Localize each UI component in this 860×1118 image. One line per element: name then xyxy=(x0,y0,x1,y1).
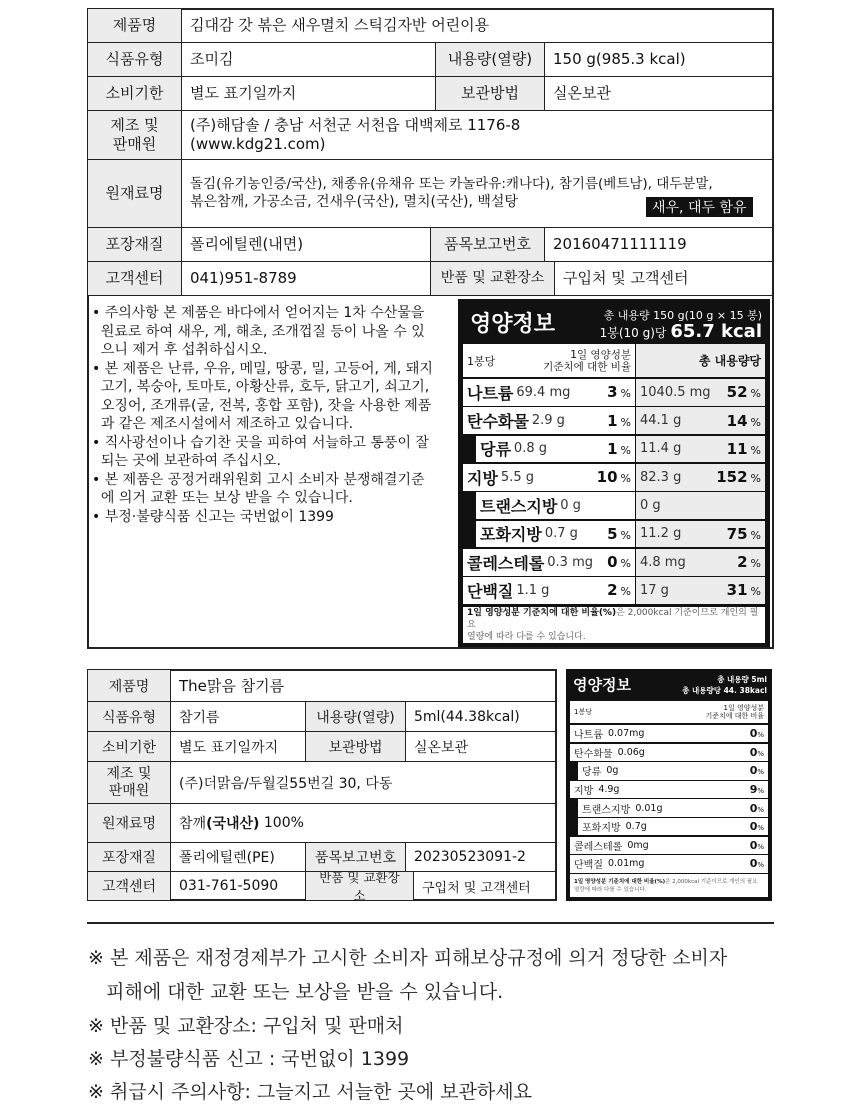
pct-value: 5 xyxy=(607,524,618,543)
p2-type-label: 식품유형 xyxy=(87,701,171,732)
pct-unit: % xyxy=(620,557,631,571)
nutrition2-header xyxy=(570,701,768,723)
footnote-line2: 열량에 따라 다를 수 있습니다. xyxy=(467,632,586,642)
p2-name-label: 제품명 xyxy=(87,669,171,702)
pct-unit: % xyxy=(620,472,631,486)
nutrition2-row xyxy=(578,762,768,779)
pct-value: 0 xyxy=(749,727,758,741)
nutrition-row-serving xyxy=(463,464,635,491)
p2-maker-value: (주)더맑음/두월길55번길 30, 다동 xyxy=(170,761,557,804)
pct-value: 0 xyxy=(607,553,618,572)
p1-return-value: 구입처 및 고객센터 xyxy=(554,261,774,296)
pct-unit: % xyxy=(750,387,761,401)
warning-line: 으니 제거 후 섭취하십시오. xyxy=(92,342,268,358)
nutrient-name: 지방 xyxy=(467,468,498,488)
warning-line: 원료로 하여 새우, 게, 해초, 조개껍질 등이 나올 수 있 xyxy=(92,323,425,340)
pct-unit: % xyxy=(620,387,631,401)
pct-value: 14 xyxy=(726,411,748,430)
col-serving: 1봉당 xyxy=(467,354,496,368)
nutrition-footnote xyxy=(463,607,765,643)
nutrient-amount: 0.7 g xyxy=(544,526,578,542)
p1-expiry-value: 별도 표기일까지 xyxy=(181,76,436,111)
p1-report-value: 20160471111119 xyxy=(544,227,774,262)
p2-expiry-label: 소비기한 xyxy=(87,731,171,762)
n2-col-daily-1: 1일 영양성분 xyxy=(723,704,764,712)
pct-unit: % xyxy=(620,415,631,429)
nutrient-daily-pct xyxy=(750,802,764,815)
p2-ingredients-value xyxy=(170,803,557,843)
serving-kcal: 65.7 kcal xyxy=(670,321,762,342)
nutrient-name: 당류 xyxy=(582,767,602,779)
p1-cs-label: 고객센터 xyxy=(87,261,182,296)
p1-cs-value: 041)951-8789 xyxy=(181,261,431,296)
pct-value: 31 xyxy=(726,581,748,600)
nutrient-name: 트랜스지방 xyxy=(582,804,631,816)
p1-volume-label: 내용량(열량) xyxy=(435,42,545,77)
nutrition-row-total xyxy=(636,521,765,548)
p2-maker-label-1: 제조 및 xyxy=(106,765,152,782)
p2-expiry-value: 별도 표기일까지 xyxy=(170,731,306,762)
nutrient-daily-pct xyxy=(607,581,631,599)
p1-ingredients-line1: 돌김(유기농인증/국산), 채종유(유채유 또는 카놀라유:캐나다), 참기름(베트남), 대두분말, xyxy=(190,175,713,192)
nutrition-total-amount: 총 내용량 150 g(10 g × 15 봉) xyxy=(603,309,762,322)
warning-line: • 부정·불량식품 신고는 국번없이 1399 xyxy=(92,508,334,525)
nutrient-amount: 1.1 g xyxy=(516,582,550,598)
col-daily xyxy=(543,349,631,373)
nutrient-total-amount: 44.1 g xyxy=(640,413,682,429)
pct-value: 75 xyxy=(726,524,748,543)
p1-maker-label-2: 판매원 xyxy=(112,135,157,153)
nutrient-total-amount: 1040.5 mg xyxy=(640,384,711,400)
p2-maker-label-2: 판매원 xyxy=(108,782,150,799)
nutrition-row-total xyxy=(636,549,765,576)
pct-unit: % xyxy=(757,824,764,833)
n2-footnote-bold: 1일 영양성분 기준치에 대한 비율(%) xyxy=(574,878,666,885)
pct-unit: % xyxy=(757,805,764,814)
nutrient-daily-pct xyxy=(750,857,764,870)
nutrition2-row xyxy=(578,818,768,835)
warning-line: 에 의거 교환 또는 보상 받을 수 있습니다. xyxy=(92,490,353,506)
p1-allergen-badge: 새우, 대두 함유 xyxy=(646,197,753,217)
p1-maker-line1: (주)해담솔 / 충남 서천군 서천읍 대백제로 1176-8 xyxy=(190,115,521,134)
pct-value: 0 xyxy=(749,838,758,852)
nutrient-daily-pct xyxy=(607,525,631,543)
nutrient-daily-pct xyxy=(750,783,764,796)
nutrient-name: 지방 xyxy=(574,785,594,797)
n2-footnote-rest: 은 2,000kcal 기준이므로 개인의 필요 xyxy=(665,878,758,885)
pct-value: 0 xyxy=(749,820,758,834)
p2-ingredient-origin: (국내산) xyxy=(206,816,260,832)
pct-unit: % xyxy=(757,749,764,758)
pct-value: 2 xyxy=(607,581,618,600)
nutrient-name: 포화지방 xyxy=(582,823,621,835)
nutrition-row-serving xyxy=(476,436,635,463)
nutrient-name: 포화지방 xyxy=(480,525,542,545)
pct-unit: % xyxy=(757,786,764,795)
nutrient-total-amount: 0 g xyxy=(640,498,661,514)
warning-line: 오징어, 조개류(굴, 전복, 홍합 포함), 잣을 사용한 제품 xyxy=(92,397,432,414)
notice-line: ※ 취급시 주의사항: 그늘지고 서늘한 곳에 보관하세요 xyxy=(88,1081,532,1103)
nutrient-daily-pct xyxy=(607,440,631,458)
nutrition2-row xyxy=(570,837,768,854)
nutrition-row-total xyxy=(636,407,765,434)
p1-ingredients-label: 원재료명 xyxy=(87,159,182,228)
pct-unit: % xyxy=(750,415,761,429)
p2-maker-label xyxy=(87,761,171,804)
p1-storage-value: 실온보관 xyxy=(544,76,774,111)
p2-ingredients-label: 원재료명 xyxy=(87,803,171,843)
nutrient-amount: 0.8 g xyxy=(513,441,547,457)
warning-line: 되는 곳에 보관하여 주십시오. xyxy=(92,453,281,469)
nutrition-serving-kcal xyxy=(600,321,762,342)
nutrient-daily-pct xyxy=(607,383,631,401)
p2-report-label: 품목보고번호 xyxy=(305,842,406,872)
pct-value: 3 xyxy=(607,383,618,402)
pct-value: 0 xyxy=(749,745,758,759)
nutrition-row-serving xyxy=(476,492,635,519)
nutrient-amount: 2.9 g xyxy=(531,413,565,429)
p2-volume-label: 내용량(열량) xyxy=(305,701,406,732)
nutrient-total-pct xyxy=(727,412,761,430)
nutrient-amount: 0.01mg xyxy=(607,858,645,870)
p2-cs-value: 031-761-5090 xyxy=(170,871,306,901)
pct-value: 1 xyxy=(607,411,618,430)
nutrient-total-amount: 82.3 g xyxy=(640,469,682,485)
nutrient-daily-pct xyxy=(750,764,764,777)
pct-unit: % xyxy=(757,842,764,851)
nutrient-total-amount: 4.8 mg xyxy=(640,554,686,570)
section-divider xyxy=(87,922,774,924)
nutrient-daily-pct xyxy=(607,412,631,430)
pct-value: 52 xyxy=(726,383,748,402)
p2-return-label: 반품 및 교환장소 xyxy=(305,871,414,901)
n2-col-serving: 1봉당 xyxy=(574,708,592,716)
p1-ingredients-line2: 볶은참깨, 가공소금, 건새우(국산), 멸치(국산), 백설탕 xyxy=(190,194,518,211)
p1-maker-value xyxy=(181,110,774,160)
nutrient-amount: 0 g xyxy=(560,498,581,514)
p1-packaging-value: 폴리에틸렌(내면) xyxy=(181,227,431,262)
nutrient-name: 탄수화물 xyxy=(467,412,529,432)
nutrient-total-amount: 11.2 g xyxy=(640,526,682,542)
n2-col-daily xyxy=(705,704,764,720)
pct-value: 2 xyxy=(737,553,748,572)
nutrient-total-pct xyxy=(716,468,761,486)
nutrition2-row xyxy=(570,725,768,742)
pct-value: 11 xyxy=(726,439,748,458)
nutrition2-footnote xyxy=(570,874,768,897)
nutrition2-row xyxy=(570,781,768,798)
p2-type-value: 참기름 xyxy=(170,701,306,732)
nutrition-row-total xyxy=(636,436,765,463)
pct-unit: % xyxy=(750,585,761,599)
nutrition-row-serving xyxy=(463,379,635,406)
nutrient-amount: 0.06g xyxy=(617,746,645,758)
p2-cs-label: 고객센터 xyxy=(87,871,171,901)
p1-ingredients-value xyxy=(181,159,774,228)
nutrient-daily-pct xyxy=(750,839,764,852)
p2-report-value: 20230523091-2 xyxy=(405,842,557,872)
p1-packaging-label: 포장재질 xyxy=(87,227,182,262)
nutrient-total-pct xyxy=(727,440,761,458)
col-daily-1: 1일 영양성분 xyxy=(570,348,631,361)
n2-footnote-line2: 열량에 따라 다를 수 있습니다. xyxy=(574,886,647,893)
p2-storage-value: 실온보관 xyxy=(405,731,557,762)
pct-value: 1 xyxy=(607,439,618,458)
p1-name-value: 김대감 갓 볶은 새우멸치 스틱김자반 어린이용 xyxy=(181,8,774,43)
p2-packaging-label: 포장재질 xyxy=(87,842,171,872)
nutrition-row-total xyxy=(636,464,765,491)
pct-unit: % xyxy=(750,557,761,571)
p1-maker-label-1: 제조 및 xyxy=(110,115,159,134)
p1-report-label: 품목보고번호 xyxy=(430,227,545,262)
nutrition-row-total xyxy=(636,577,765,604)
p2-name-value: The맑음 참기름 xyxy=(170,669,557,702)
notice-line: ※ 반품 및 교환장소: 구입처 및 판매처 xyxy=(88,1015,404,1037)
nutrient-amount: 0.01g xyxy=(635,802,663,814)
pct-value: 9 xyxy=(749,782,758,796)
pct-value: 0 xyxy=(749,801,758,815)
p1-maker-label xyxy=(87,110,182,160)
nutrient-total-pct xyxy=(737,553,761,571)
nutrient-name: 나트륨 xyxy=(467,383,514,403)
nutrient-total-pct xyxy=(727,525,761,543)
p2-storage-label: 보관방법 xyxy=(305,731,406,762)
pct-unit: % xyxy=(757,731,764,740)
notice-line: ※ 본 제품은 재정경제부가 고시한 소비자 피해보상규정에 의거 정당한 소비자 xyxy=(88,947,728,969)
nutrient-amount: 5.5 g xyxy=(500,469,534,485)
nutrition2-title: 영양정보 xyxy=(573,676,631,694)
p2-return-value: 구입처 및 고객센터 xyxy=(413,871,557,901)
pct-value: 0 xyxy=(749,764,758,778)
pct-unit: % xyxy=(620,528,631,542)
warning-line: 과 같은 제조시설에서 제조하고 있습니다. xyxy=(92,416,354,432)
nutrient-amount: 0.07mg xyxy=(607,728,645,740)
pct-unit: % xyxy=(750,528,761,542)
nutrition2-row xyxy=(570,744,768,761)
pct-unit: % xyxy=(757,768,764,777)
p2-packaging-value: 폴리에틸렌(PE) xyxy=(170,842,306,872)
col-daily-2: 기준치에 대한 비율 xyxy=(543,360,631,373)
p1-storage-label: 보관방법 xyxy=(435,76,545,111)
notice-line: ※ 부정불량식품 신고 : 국번없이 1399 xyxy=(88,1048,410,1070)
p1-warnings xyxy=(92,304,452,526)
pct-unit: % xyxy=(620,443,631,457)
nutrient-name: 나트륨 xyxy=(574,730,603,742)
pct-value: 10 xyxy=(596,468,618,487)
warning-line: • 본 제품은 난류, 우유, 메밀, 땅콩, 밀, 고등어, 게, 돼지 xyxy=(92,360,433,377)
nutrition-row-serving xyxy=(463,407,635,434)
p2-volume-value: 5ml(44.38kcal) xyxy=(405,701,557,732)
nutrient-daily-pct xyxy=(750,727,764,740)
nutrition-header-serving xyxy=(463,344,635,377)
nutrient-amount: 69.4 mg xyxy=(516,384,571,400)
nutrient-total-pct xyxy=(727,581,761,599)
p1-name-label: 제품명 xyxy=(87,8,182,43)
notice-line: 피해에 대한 교환 또는 보상을 받을 수 있습니다. xyxy=(88,981,504,1003)
nutrient-daily-pct xyxy=(750,820,764,833)
pct-unit: % xyxy=(750,443,761,457)
p1-expiry-label: 소비기한 xyxy=(87,76,182,111)
pct-unit: % xyxy=(750,472,761,486)
p1-type-label: 식품유형 xyxy=(87,42,182,77)
nutrient-amount: 0mg xyxy=(627,839,649,851)
nutrient-name: 콜레스테롤 xyxy=(467,553,545,573)
nutrient-total-amount: 17 g xyxy=(640,582,669,598)
nutrient-amount: 0.7g xyxy=(625,821,647,833)
nutrition2-total-kcal: 총 내용량당 44. 38kacl xyxy=(682,686,767,695)
nutrition-row-total xyxy=(636,492,765,519)
p2-ingredient-name: 참깨 xyxy=(179,816,207,832)
p1-type-value: 조미김 xyxy=(181,42,436,77)
nutrition-row-serving xyxy=(463,549,635,576)
nutrient-total-pct xyxy=(727,383,761,401)
p1-maker-line2: (www.kdg21.com) xyxy=(190,135,326,153)
nutrient-total-amount: 11.4 g xyxy=(640,441,682,457)
nutrition-row-total xyxy=(636,379,765,406)
serving-prefix: 1봉(10 g)당 xyxy=(599,326,667,340)
nutrition2-row xyxy=(570,855,768,872)
nutrient-daily-pct xyxy=(750,746,764,759)
nutrient-name: 당류 xyxy=(480,440,511,460)
pct-unit: % xyxy=(620,585,631,599)
nutrition-facts-panel-small xyxy=(566,669,772,901)
pct-value: 0 xyxy=(749,857,758,871)
warning-line: • 직사광선이나 습기찬 곳을 피하여 서늘하고 통풍이 잘 xyxy=(92,434,429,451)
footnote-bold: 1일 영양성분 기준치에 대한 비율(%) xyxy=(467,608,617,618)
nutrition-title: 영양정보 xyxy=(470,312,556,337)
nutrient-amount: 0.3 mg xyxy=(547,554,594,570)
nutrient-amount: 4.9g xyxy=(598,783,620,795)
nutrition-facts-panel xyxy=(458,299,770,647)
nutrition-row-serving xyxy=(463,577,635,604)
nutrient-name: 콜레스테롤 xyxy=(574,841,623,853)
nutrient-name: 단백질 xyxy=(574,860,603,872)
p1-volume-value: 150 g(985.3 kcal) xyxy=(544,42,774,77)
pct-unit: % xyxy=(757,861,764,870)
warning-line: • 주의사항 본 제품은 바다에서 얻어지는 1차 수산물을 xyxy=(92,305,425,321)
nutrient-name: 탄수화물 xyxy=(574,748,613,760)
warning-line: • 본 제품은 공정거래위원회 고시 소비자 분쟁해결기준 xyxy=(92,471,425,488)
p2-ingredient-ratio: 100% xyxy=(259,815,304,831)
nutrient-amount: 0g xyxy=(606,765,619,777)
nutrient-name: 단백질 xyxy=(467,581,514,601)
footnote-rest: 은 2,000kcal 기준이므로 개인의 필요 xyxy=(467,608,759,630)
nutrient-daily-pct xyxy=(607,553,631,571)
nutrient-name: 트랜스지방 xyxy=(480,497,558,517)
nutrition2-total-amount: 총 내용량 5ml xyxy=(717,675,767,684)
nutrient-daily-pct xyxy=(597,468,631,486)
pct-value: 152 xyxy=(716,468,748,487)
p1-return-label: 반품 및 교환장소 xyxy=(430,261,555,296)
n2-col-daily-2: 기준치에 대한 비율 xyxy=(705,712,764,720)
warning-line: 고기, 복숭아, 토마토, 아황산류, 호두, 닭고기, 쇠고기, xyxy=(92,379,430,395)
nutrition2-row xyxy=(578,799,768,816)
col-total: 총 내용량당 xyxy=(636,344,765,377)
nutrition-row-serving xyxy=(476,521,635,548)
